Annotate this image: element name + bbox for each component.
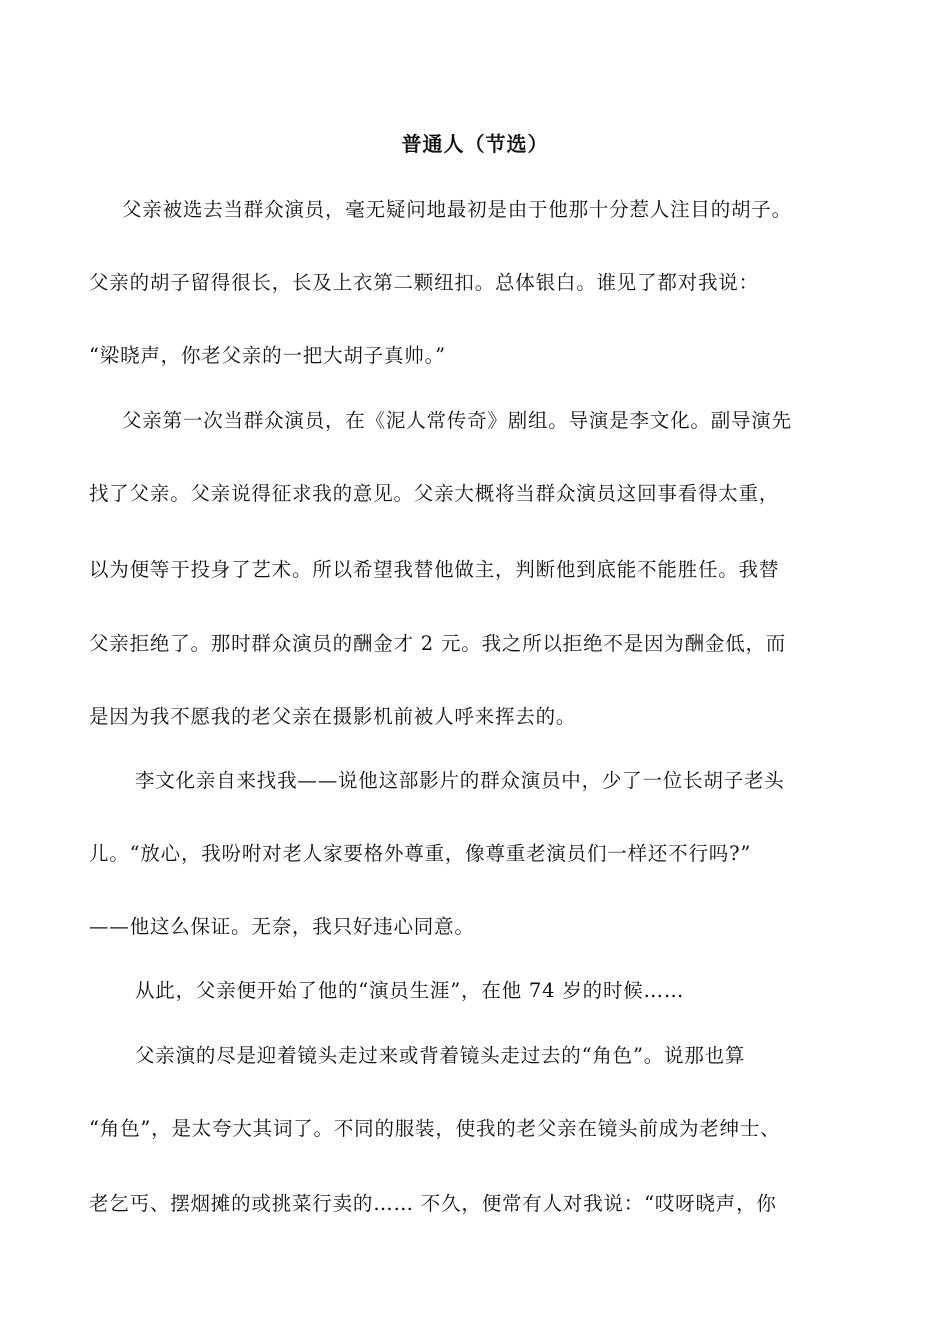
text-line: ——他这么保证。无奈，我只好违心同意。: [89, 915, 475, 938]
text-line: 李文化亲自来找我——说他这部影片的群众演员中，少了一位长胡子老头: [135, 769, 785, 792]
text-line: 父亲的胡子留得很长，长及上衣第二颗纽扣。总体银白。谁见了都对我说：: [89, 271, 759, 294]
text-line: 老乞丐、摆烟摊的或挑菜行卖的…… 不久，便常有人对我说：“哎呀晓声，你: [89, 1192, 777, 1215]
text-line: “角色”，是太夸大其词了。不同的服装，使我的老父亲在镜头前成为老绅士、: [89, 1117, 781, 1140]
document-title: 普通人（节选）: [401, 132, 549, 156]
text-line: 父亲被选去当群众演员，毫无疑问地最初是由于他那十分惹人注目的胡子。: [122, 198, 792, 221]
text-line: 以为便等于投身了艺术。所以希望我替他做主，判断他到底能不能胜任。我替: [89, 558, 780, 581]
text-line: 找了父亲。父亲说得征求我的意见。父亲大概将当群众演员这回事看得太重，: [89, 482, 780, 505]
text-line: 父亲拒绝了。那时群众演员的酬金才 2 元。我之所以拒绝不是因为酬金低，而: [89, 632, 787, 655]
text-line: 父亲第一次当群众演员，在《泥人常传奇》剧组。导演是李文化。副导演先: [122, 409, 792, 432]
text-line: 从此，父亲便开始了他的“演员生涯”，在他 74 岁的时候……: [135, 979, 685, 1002]
text-line: 儿。“放心，我吩咐对老人家要格外尊重，像尊重老演员们一样还不行吗?”: [89, 842, 752, 865]
text-line: “梁晓声，你老父亲的一把大胡子真帅。”: [89, 344, 446, 367]
text-line: 是因为我不愿我的老父亲在摄影机前被人呼来挥去的。: [89, 705, 577, 728]
text-line: 父亲演的尽是迎着镜头走过来或背着镜头走过去的“角色”。说那也算: [135, 1044, 746, 1067]
